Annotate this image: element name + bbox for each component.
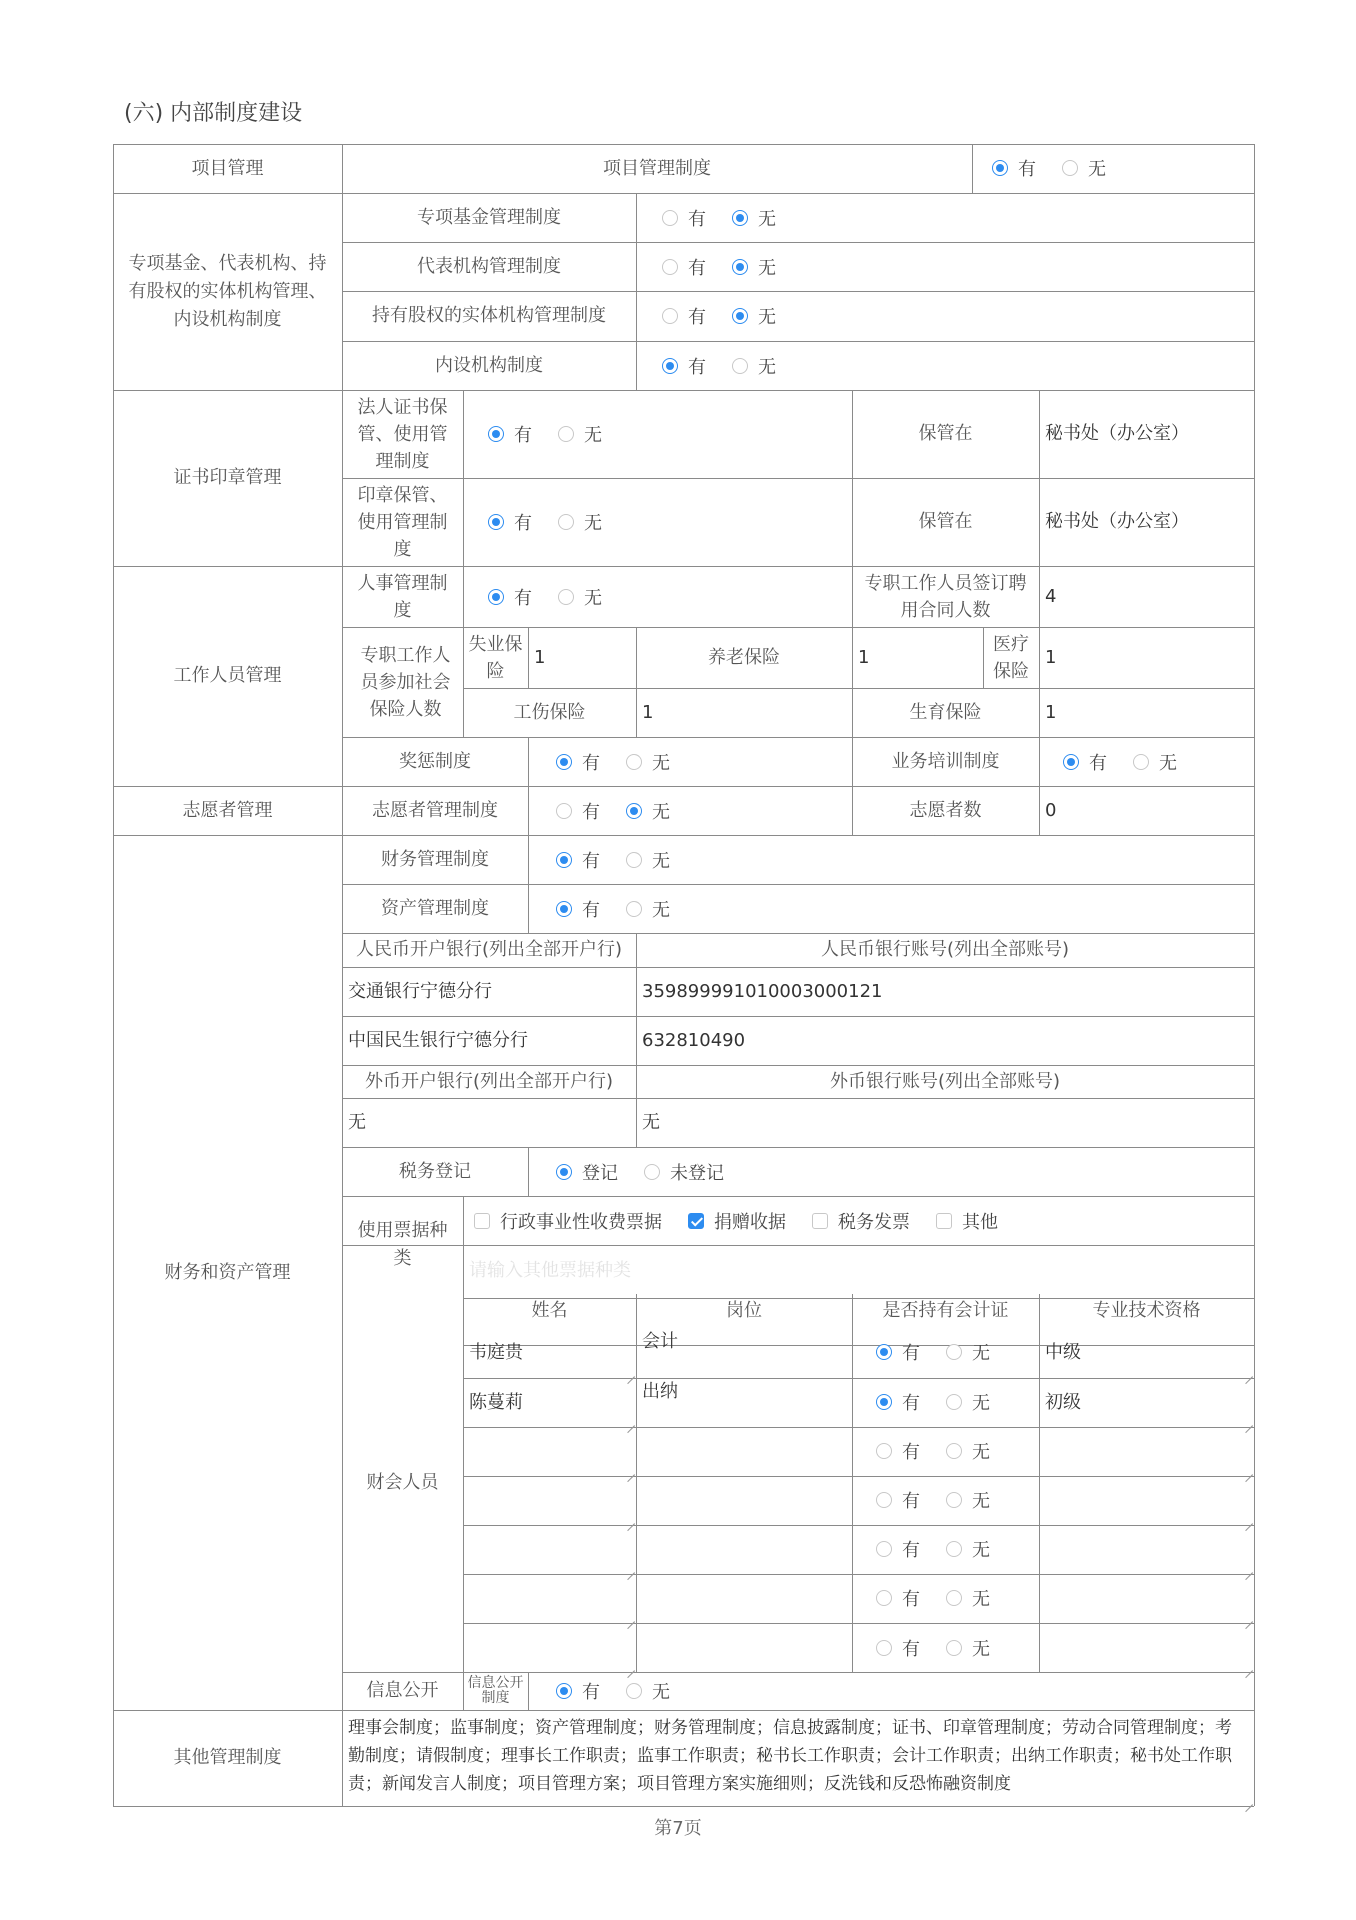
header-name: 姓名 (531, 1300, 568, 1321)
label-info-disclosure: 信息公开 (366, 1680, 439, 1701)
radio-option[interactable] (876, 1635, 920, 1661)
radio-label: 无 (972, 1392, 990, 1414)
radio-option[interactable] (876, 1438, 920, 1464)
label-medical: 医疗保险 (993, 633, 1029, 682)
radio-label: 无 (584, 425, 602, 446)
radio-empty-icon[interactable] (946, 1443, 962, 1459)
radio-option[interactable] (876, 1536, 920, 1562)
radio-empty-icon[interactable] (876, 1640, 892, 1656)
radio-selected-icon[interactable] (732, 259, 748, 275)
radio-fund-system[interactable] (662, 208, 794, 228)
radio-hr-system[interactable] (488, 587, 620, 607)
radio-label: 无 (758, 209, 776, 230)
value-volunteer-count: 0 (1045, 799, 1057, 821)
label-finance-system: 财务管理制度 (381, 848, 489, 870)
accountant-post-5[interactable] (636, 1574, 852, 1623)
accountant-name-2[interactable] (463, 1427, 636, 1476)
value-maternity-count: 1 (1045, 701, 1057, 723)
radio-label: 无 (758, 357, 776, 378)
accountant-qual-3[interactable] (1039, 1476, 1254, 1525)
label-info-disclosure-system: 信息公开制度 (467, 1675, 524, 1706)
accountant-qual-6[interactable] (1039, 1623, 1254, 1672)
radio-cert-system[interactable] (488, 424, 620, 444)
radio-empty-icon[interactable] (626, 852, 642, 868)
radio-label: 有 (582, 753, 600, 774)
radio-accountant-cert-5[interactable] (876, 1588, 1008, 1608)
radio-label: 无 (972, 1539, 990, 1561)
radio-label: 有 (582, 1682, 600, 1703)
radio-finance-system[interactable] (556, 850, 688, 870)
label-cert-kept-at: 保管在 (918, 423, 973, 444)
header-rmb-bank: 人民币开户银行(列出全部开户行) (355, 939, 623, 960)
checkbox-label: 其他 (962, 1212, 998, 1233)
radio-selected-icon[interactable] (556, 901, 572, 917)
resize-handle-icon[interactable] (1244, 1796, 1253, 1805)
radio-option[interactable] (946, 1438, 990, 1464)
radio-selected-icon[interactable] (556, 754, 572, 770)
radio-empty-icon[interactable] (946, 1640, 962, 1656)
radio-option[interactable] (644, 1159, 724, 1185)
radio-label: 有 (582, 802, 600, 823)
radio-option[interactable] (488, 421, 532, 447)
radio-empty-icon[interactable] (946, 1344, 962, 1360)
radio-label: 无 (1088, 159, 1106, 180)
resize-handle-icon[interactable] (626, 1564, 635, 1573)
radio-label: 无 (972, 1343, 990, 1364)
resize-handle-icon[interactable] (626, 1466, 635, 1475)
accountant-name-4[interactable] (463, 1525, 636, 1574)
checkbox-label: 行政事业性收费票据 (500, 1212, 662, 1233)
radio-accountant-cert-4[interactable] (876, 1539, 1008, 1559)
radio-selected-icon[interactable] (556, 1164, 572, 1180)
radio-selected-icon[interactable] (1063, 754, 1079, 770)
accountant-post-0[interactable]: 会计 (642, 1331, 678, 1352)
resize-handle-icon[interactable] (1244, 1466, 1253, 1475)
radio-selected-icon[interactable] (556, 852, 572, 868)
label-cert-system: 法人证书保管、使用管理制度 (357, 396, 448, 472)
accountant-post-2[interactable] (636, 1427, 852, 1476)
radio-option[interactable] (662, 254, 706, 280)
accountant-qual-2[interactable] (1039, 1427, 1254, 1476)
accountant-qual-0[interactable]: 中级 (1045, 1342, 1081, 1363)
radio-option[interactable] (946, 1585, 990, 1611)
value-fx-bank-0[interactable]: 无 (348, 1111, 366, 1133)
value-rmb-account-1[interactable]: 632810490 (642, 1029, 746, 1051)
radio-option[interactable] (488, 584, 532, 610)
radio-label: 无 (652, 753, 670, 774)
checkbox-label: 税务发票 (838, 1212, 910, 1233)
label-project-mgmt: 项目管理 (191, 157, 264, 179)
resize-handle-icon[interactable] (1244, 1613, 1253, 1622)
radio-label: 无 (972, 1441, 990, 1463)
radio-accountant-cert-3[interactable] (876, 1490, 1008, 1510)
resize-handle-icon[interactable] (626, 1368, 635, 1377)
radio-empty-icon[interactable] (558, 514, 574, 530)
radio-empty-icon[interactable] (876, 1443, 892, 1459)
radio-empty-icon[interactable] (946, 1541, 962, 1557)
radio-selected-icon[interactable] (488, 426, 504, 442)
radio-option[interactable] (662, 353, 706, 379)
radio-project-mgmt-system[interactable] (992, 158, 1124, 178)
radio-label: 无 (584, 588, 602, 609)
receipt-other-input[interactable]: 请输入其他票据种类 (469, 1259, 631, 1281)
radio-option[interactable] (992, 155, 1036, 181)
value-injury-count: 1 (642, 701, 654, 723)
radio-empty-icon[interactable] (876, 1492, 892, 1508)
label-contract-count: 专职工作人员签订聘用合同人数 (864, 572, 1027, 621)
label-other-systems: 其他管理制度 (173, 1747, 282, 1768)
radio-label: 有 (902, 1490, 920, 1512)
resize-handle-icon[interactable] (626, 1515, 635, 1524)
radio-accountant-cert-2[interactable] (876, 1441, 1008, 1461)
radio-label: 无 (652, 900, 670, 921)
label-seal-group: 证书印章管理 (173, 467, 282, 488)
checkbox-receipt-types[interactable] (474, 1211, 1016, 1231)
radio-equity-system[interactable] (662, 306, 794, 326)
radio-option[interactable] (558, 421, 602, 447)
radio-selected-icon[interactable] (992, 160, 1008, 176)
radio-option[interactable] (488, 509, 532, 535)
radio-label: 无 (652, 802, 670, 823)
label-unemployment: 失业保险 (468, 633, 523, 682)
accountant-name-6[interactable] (463, 1623, 636, 1672)
radio-training-system[interactable] (1063, 752, 1195, 772)
value-cert-kept-at: 秘书处（办公室） (1045, 423, 1189, 444)
radio-seal-system[interactable] (488, 512, 620, 532)
radio-label: 未登记 (670, 1163, 724, 1184)
radio-selected-icon[interactable] (732, 210, 748, 226)
radio-option[interactable] (626, 749, 670, 775)
radio-option[interactable] (556, 798, 600, 824)
radio-option[interactable] (558, 509, 602, 535)
radio-option[interactable] (732, 254, 776, 280)
label-accountants: 财会人员 (366, 1472, 439, 1493)
radio-selected-icon[interactable] (626, 803, 642, 819)
radio-label: 无 (972, 1639, 990, 1660)
radio-option[interactable] (732, 353, 776, 379)
radio-accountant-cert-1[interactable] (876, 1392, 1008, 1412)
label-training-system: 业务培训制度 (891, 750, 1000, 772)
value-medical-count: 1 (1045, 646, 1057, 668)
accountant-name-5[interactable] (463, 1574, 636, 1623)
radio-label: 有 (902, 1392, 920, 1414)
value-fx-account-0[interactable]: 无 (642, 1111, 660, 1133)
radio-selected-icon[interactable] (876, 1394, 892, 1410)
label-internal-system: 内设机构制度 (435, 354, 543, 376)
radio-label: 无 (972, 1588, 990, 1610)
resize-handle-icon[interactable] (626, 1417, 635, 1426)
checkbox-empty-icon[interactable] (474, 1213, 490, 1229)
radio-empty-icon[interactable] (558, 589, 574, 605)
checkbox-option[interactable] (688, 1208, 786, 1234)
label-finance-group: 财务和资产管理 (164, 1261, 291, 1283)
radio-label: 有 (688, 357, 706, 378)
radio-label: 无 (652, 1682, 670, 1703)
radio-option[interactable] (1133, 749, 1177, 775)
radio-option[interactable] (558, 584, 602, 610)
accountant-post-4[interactable] (636, 1525, 852, 1574)
checkbox-checked-icon[interactable] (688, 1213, 704, 1229)
radio-selected-icon[interactable] (488, 589, 504, 605)
radio-label: 有 (902, 1588, 920, 1610)
radio-option[interactable] (876, 1487, 920, 1513)
value-other-systems[interactable]: 理事会制度；监事制度；资产管理制度；财务管理制度；信息披露制度；证书、印章管理制度；劳动合同管理制度；考勤制度；请假制度；理事长工作职责；监事工作职责；秘书长工作职责；会计工作职责；出纳工作职责；秘书处工作职责；新闻发言人制度；项目管理方案；项目管理方案实施细则；反洗钱和反恐怖融资制度 (348, 1718, 1232, 1794)
radio-empty-icon[interactable] (644, 1164, 660, 1180)
radio-selected-icon[interactable] (662, 358, 678, 374)
accountant-qual-1[interactable]: 初级 (1045, 1391, 1081, 1413)
radio-option[interactable] (946, 1389, 990, 1415)
radio-tax-reg[interactable] (556, 1162, 742, 1182)
radio-empty-icon[interactable] (558, 426, 574, 442)
label-seal-system: 印章保管、使用管理制度 (357, 484, 448, 560)
radio-option[interactable] (626, 896, 670, 922)
checkbox-empty-icon[interactable] (812, 1213, 828, 1229)
radio-empty-icon[interactable] (662, 308, 678, 324)
resize-handle-icon[interactable] (1244, 1368, 1253, 1377)
label-staff-group: 工作人员管理 (173, 665, 282, 686)
radio-label: 有 (902, 1639, 920, 1660)
radio-label: 有 (514, 425, 532, 446)
radio-volunteer-system[interactable] (556, 801, 688, 821)
radio-empty-icon[interactable] (876, 1541, 892, 1557)
radio-asset-system[interactable] (556, 899, 688, 919)
radio-option[interactable] (556, 749, 600, 775)
radio-internal-system[interactable] (662, 356, 794, 376)
radio-empty-icon[interactable] (556, 803, 572, 819)
resize-handle-icon[interactable] (626, 1662, 635, 1671)
header-qual: 专业技术资格 (1092, 1300, 1201, 1321)
radio-label: 无 (972, 1490, 990, 1512)
resize-handle-icon[interactable] (1244, 1564, 1253, 1573)
radio-selected-icon[interactable] (876, 1344, 892, 1360)
accountant-name-0[interactable]: 韦庭贵 (469, 1342, 523, 1363)
label-hr-system: 人事管理制度 (357, 572, 448, 621)
radio-label: 有 (688, 258, 706, 279)
radio-label: 有 (1018, 159, 1036, 180)
radio-label: 有 (582, 900, 600, 921)
checkbox-empty-icon[interactable] (936, 1213, 952, 1229)
radio-option[interactable] (626, 847, 670, 873)
radio-label: 无 (584, 513, 602, 534)
label-volunteer-group: 志愿者管理 (182, 799, 273, 821)
accountant-qual-4[interactable] (1039, 1525, 1254, 1574)
value-rmb-bank-0[interactable]: 交通银行宁德分行 (348, 980, 492, 1002)
radio-reward-system[interactable] (556, 752, 688, 772)
radio-label: 有 (514, 588, 532, 609)
label-receipt-types: 使用票据种类 (357, 1220, 448, 1269)
radio-accountant-cert-0[interactable] (876, 1342, 1008, 1362)
radio-option[interactable] (556, 1159, 618, 1185)
header-cert: 是否持有会计证 (882, 1300, 1009, 1321)
label-seal-kept-at: 保管在 (918, 511, 973, 532)
radio-option[interactable] (732, 205, 776, 231)
label-volunteer-count: 志愿者数 (909, 799, 982, 821)
resize-handle-icon[interactable] (626, 1613, 635, 1622)
header-rmb-account: 人民币银行账号(列出全部账号) (820, 939, 1070, 960)
radio-info-disclosure-system[interactable] (556, 1681, 688, 1701)
label-equity-system: 持有股权的实体机构管理制度 (372, 305, 606, 326)
radio-option[interactable] (662, 303, 706, 329)
radio-option[interactable] (946, 1339, 990, 1365)
label-tax-reg: 税务登记 (399, 1160, 471, 1182)
radio-option[interactable] (626, 1678, 670, 1704)
radio-empty-icon[interactable] (946, 1492, 962, 1508)
radio-empty-icon[interactable] (662, 259, 678, 275)
label-rep-system: 代表机构管理制度 (417, 255, 561, 277)
radio-selected-icon[interactable] (556, 1683, 572, 1699)
radio-label: 有 (902, 1441, 920, 1463)
radio-label: 无 (758, 307, 776, 328)
accountant-post-3[interactable] (636, 1476, 852, 1525)
radio-option[interactable] (662, 205, 706, 231)
radio-label: 有 (688, 209, 706, 230)
radio-option[interactable] (1062, 155, 1106, 181)
radio-option[interactable] (732, 303, 776, 329)
label-reward-system: 奖惩制度 (399, 750, 471, 772)
value-contract-count: 4 (1045, 585, 1057, 607)
radio-option[interactable] (946, 1635, 990, 1661)
radio-empty-icon[interactable] (876, 1590, 892, 1606)
radio-empty-icon[interactable] (626, 901, 642, 917)
section-title: (六) 内部制度建设 (124, 101, 303, 126)
radio-label: 有 (902, 1343, 920, 1364)
label-injury: 工伤保险 (513, 701, 586, 723)
resize-handle-icon[interactable] (1244, 1417, 1253, 1426)
label-fund-system: 专项基金管理制度 (417, 206, 561, 228)
value-pension-count: 1 (858, 646, 870, 668)
label-fund-group: 专项基金、代表机构、持有股权的实体机构管理、内设机构制度 (128, 252, 327, 330)
radio-label: 无 (652, 851, 670, 872)
radio-empty-icon[interactable] (626, 1683, 642, 1699)
header-post: 岗位 (726, 1300, 762, 1321)
radio-option[interactable] (876, 1389, 920, 1415)
radio-selected-icon[interactable] (732, 308, 748, 324)
checkbox-option[interactable] (812, 1208, 910, 1234)
label-insured-count: 专职工作人员参加社会保险人数 (360, 644, 451, 720)
radio-empty-icon[interactable] (626, 754, 642, 770)
radio-option[interactable] (946, 1487, 990, 1513)
label-asset-system: 资产管理制度 (381, 897, 489, 919)
label-volunteer-system: 志愿者管理制度 (372, 799, 498, 821)
accountant-qual-5[interactable] (1039, 1574, 1254, 1623)
value-seal-kept-at: 秘书处（办公室） (1045, 511, 1189, 532)
checkbox-label: 捐赠收据 (714, 1212, 786, 1233)
header-fx-bank: 外币开户银行(列出全部开户行) (364, 1070, 614, 1092)
radio-option[interactable] (626, 798, 670, 824)
radio-empty-icon[interactable] (1062, 160, 1078, 176)
radio-selected-icon[interactable] (488, 514, 504, 530)
page-number: 第7页 (654, 1818, 702, 1839)
radio-label: 有 (582, 851, 600, 872)
radio-accountant-cert-6[interactable] (876, 1638, 1008, 1658)
radio-empty-icon[interactable] (946, 1394, 962, 1410)
resize-handle-icon[interactable] (1244, 1515, 1253, 1524)
accountant-post-6[interactable] (636, 1623, 852, 1672)
value-rmb-bank-1[interactable]: 中国民生银行宁德分行 (348, 1029, 528, 1051)
value-rmb-account-0[interactable]: 359899991010003000121 (642, 980, 883, 1002)
radio-option[interactable] (876, 1339, 920, 1365)
accountant-post-1[interactable]: 出纳 (642, 1381, 678, 1402)
radio-label: 无 (1159, 753, 1177, 774)
radio-label: 有 (514, 513, 532, 534)
value-unemployment-count: 1 (534, 646, 546, 668)
radio-empty-icon[interactable] (662, 210, 678, 226)
radio-option[interactable] (876, 1585, 920, 1611)
header-fx-account: 外币银行账号(列出全部账号) (829, 1070, 1061, 1092)
label-maternity: 生育保险 (909, 701, 982, 723)
radio-option[interactable] (1063, 749, 1107, 775)
radio-option[interactable] (556, 847, 600, 873)
checkbox-option[interactable] (936, 1208, 998, 1234)
radio-option[interactable] (556, 896, 600, 922)
radio-label: 有 (1089, 753, 1107, 774)
radio-empty-icon[interactable] (1133, 754, 1149, 770)
radio-empty-icon[interactable] (946, 1590, 962, 1606)
radio-label: 有 (902, 1539, 920, 1561)
label-pension: 养老保险 (708, 646, 780, 668)
radio-label: 无 (758, 258, 776, 279)
accountant-name-1[interactable]: 陈蔓莉 (469, 1391, 523, 1413)
resize-handle-icon[interactable] (1244, 1662, 1253, 1671)
radio-option[interactable] (946, 1536, 990, 1562)
checkbox-option[interactable] (474, 1208, 662, 1234)
radio-label: 登记 (582, 1163, 618, 1184)
label-project-mgmt-system: 项目管理制度 (603, 157, 711, 179)
radio-label: 有 (688, 307, 706, 328)
radio-rep-system[interactable] (662, 257, 794, 277)
radio-option[interactable] (556, 1678, 600, 1704)
accountant-name-3[interactable] (463, 1476, 636, 1525)
radio-empty-icon[interactable] (732, 358, 748, 374)
